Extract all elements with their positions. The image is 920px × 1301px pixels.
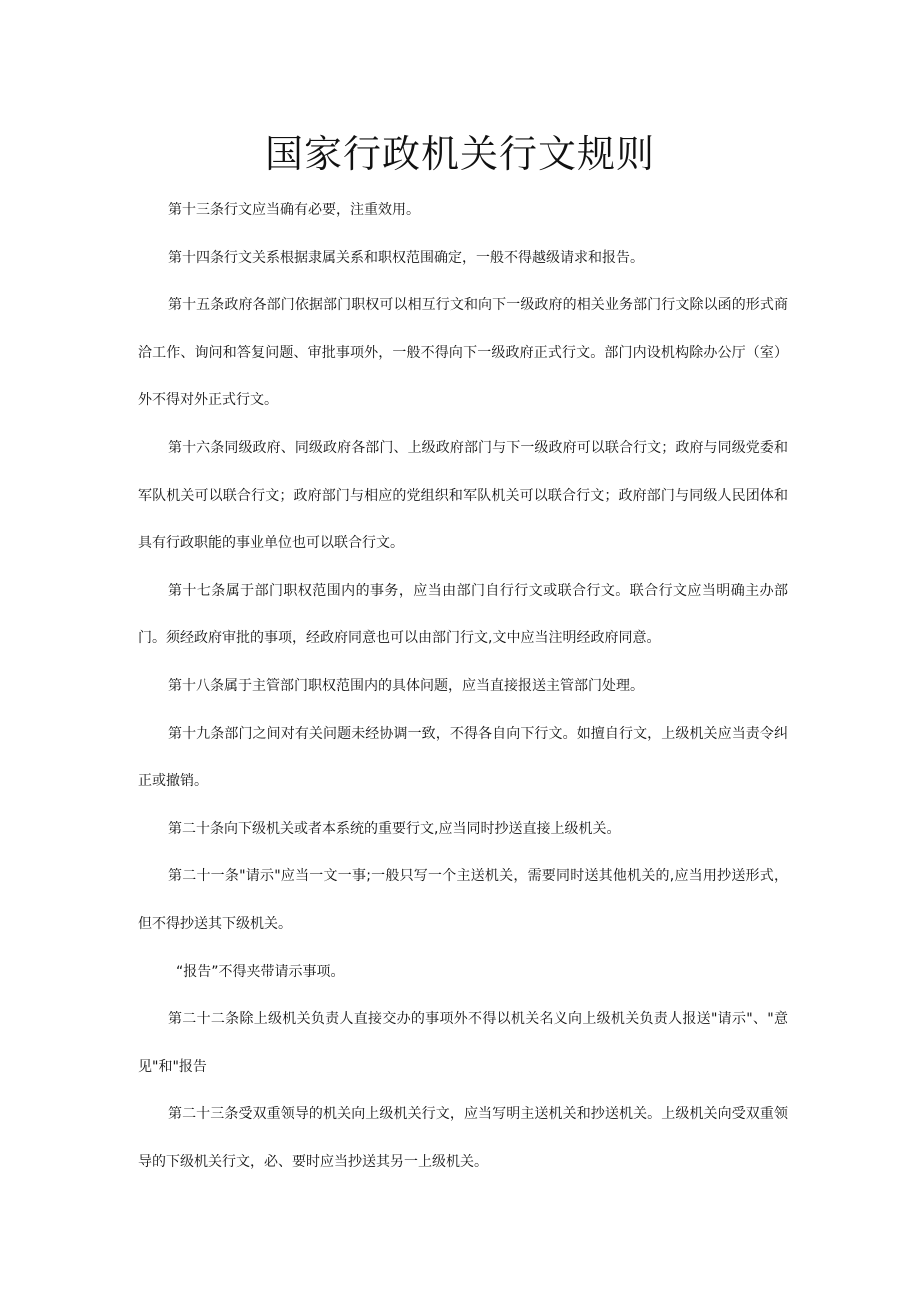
article-14-paragraph: 第十四条行文关系根据隶属关系和职权范围确定，一般不得越级请求和报告。 (168, 249, 644, 266)
article-13-paragraph: 第十三条行文应当确有必要，注重效用。 (168, 202, 420, 218)
article-16-paragraph: 第十六条同级政府、同级政府各部门、上级政府部门与下一级政府可以联合行文；政府与同级党委和军队机关可以联合行文；政府部门与相应的党组织和军队机关可以联合行文；政府部门与同级人民团体和具有行政职能的事业单位也可以联合行文。 (138, 439, 788, 552)
article-22-paragraph: 第二十二条除上级机关负责人直接交办的事项外不得以机关名义向上级机关负责人报送"请示"、"意见"和"报告 (138, 1011, 788, 1075)
article-19-paragraph: 第十九条部门之间对有关问题未经协调一致，不得各自向下行文。如擅自行文，上级机关应当责令纠正或撤销。 (138, 725, 788, 790)
article-20-paragraph: 第二十条向下级机关或者本系统的重要行文,应当同时抄送直接上级机关。 (168, 820, 621, 837)
page-title: 国家行政机关行文规则 (264, 132, 655, 176)
article-18-paragraph: 第十八条属于主管部门职权范围内的具体问题，应当直接报送主管部门处理。 (168, 677, 644, 694)
report-note-paragraph: “报告”不得夹带请示事项。 (176, 963, 345, 980)
article-23-paragraph: 第二十三条受双重领导的机关向上级机关行文，应当写明主送机关和抄送机关。上级机关向受双重领导的下级机关行文，必、要时应当抄送其另一上级机关。 (138, 1106, 788, 1170)
article-21-paragraph: 第二十一条"请示"应当一文一事;一般只写一个主送机关，需要同时送其他机关的,应当用抄送形式，但不得抄送其下级机关。 (138, 868, 788, 932)
article-17-paragraph: 第十七条属于部门职权范围内的事务，应当由部门自行行文或联合行文。联合行文应当明确主办部门。须经政府审批的事项，经政府同意也可以由部门行文,文中应当注明经政府同意。 (138, 582, 788, 647)
article-15-paragraph: 第十五条政府各部门依据部门职权可以相互行文和向下一级政府的相关业务部门行文除以函的形式商洽工作、询问和答复问题、审批事项外，一般不得向下一级政府正式行文。部门内设机构除办公厅（室）外不得对外正式行文。 (138, 297, 788, 409)
document-body (138, 187, 788, 1186)
